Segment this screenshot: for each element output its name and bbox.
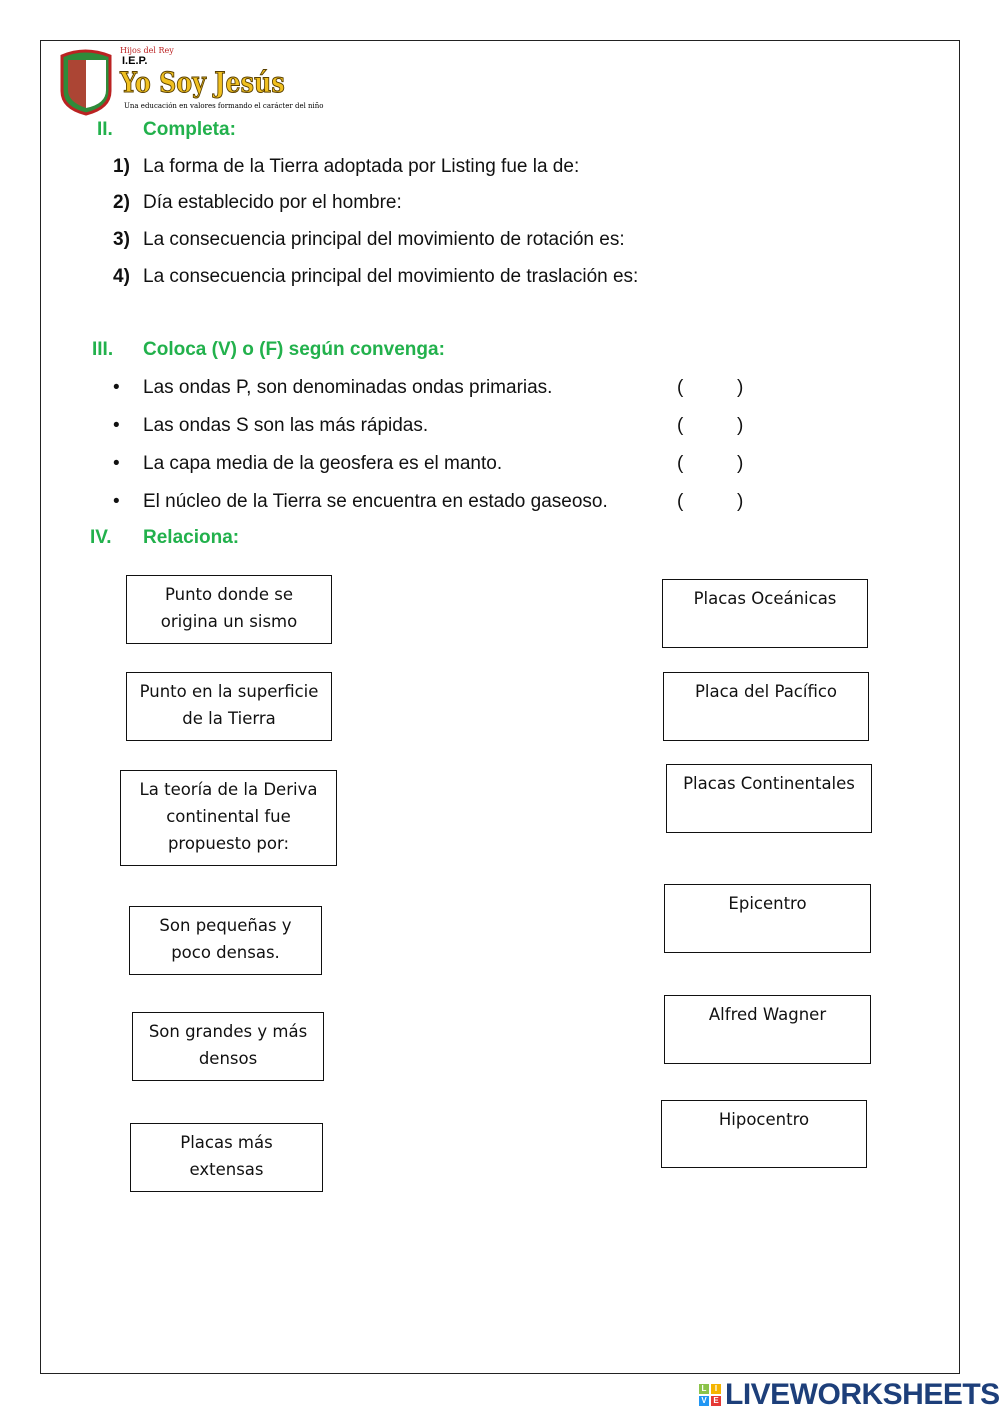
logo-iep: I.E.P. bbox=[122, 55, 148, 67]
question-text: La consecuencia principal del movimiento de traslación es: bbox=[143, 266, 639, 287]
statement-text: Las ondas S son las más rápidas. bbox=[143, 415, 429, 436]
question-number: 2) bbox=[113, 192, 130, 213]
answer-open-paren: ( bbox=[677, 377, 684, 398]
question-text: Día establecido por el hombre: bbox=[143, 192, 402, 213]
bullet: • bbox=[113, 453, 120, 474]
match-right-box[interactable]: Epicentro bbox=[664, 884, 871, 953]
shield-icon bbox=[58, 46, 114, 116]
school-logo bbox=[58, 46, 328, 116]
answer-close-paren: ) bbox=[737, 491, 744, 512]
question-number: 1) bbox=[113, 156, 130, 177]
question-number: 3) bbox=[113, 229, 130, 250]
answer-close-paren: ) bbox=[737, 415, 744, 436]
answer-open-paren: ( bbox=[677, 491, 684, 512]
section4-title: Relaciona: bbox=[143, 527, 240, 548]
match-right-box[interactable]: Alfred Wagner bbox=[664, 995, 871, 1064]
statement-text: Las ondas P, son denominadas ondas primarias. bbox=[143, 377, 553, 398]
answer-input[interactable] bbox=[700, 451, 734, 477]
answer-input[interactable] bbox=[700, 375, 734, 401]
logo-tagline: Una educación en valores formando el carácter del niño bbox=[124, 102, 324, 110]
icon-letter: L bbox=[699, 1384, 709, 1394]
section2-numeral: II. bbox=[97, 119, 113, 140]
liveworksheets-icon bbox=[698, 1383, 722, 1407]
answer-input[interactable] bbox=[700, 489, 734, 515]
icon-letter: E bbox=[711, 1396, 721, 1406]
section3-numeral: III. bbox=[92, 339, 114, 360]
match-left-box[interactable]: Son grandes y más densos bbox=[132, 1012, 324, 1081]
bullet: • bbox=[113, 377, 120, 398]
liveworksheets-brand: LIVEWORKSHEETS bbox=[725, 1378, 1000, 1411]
question-text: La forma de la Tierra adoptada por Listing fue la de: bbox=[143, 156, 580, 177]
answer-close-paren: ) bbox=[737, 453, 744, 474]
icon-letter: V bbox=[699, 1396, 709, 1406]
section3-title: Coloca (V) o (F) según convenga: bbox=[143, 339, 445, 360]
match-right-box[interactable]: Placas Continentales bbox=[666, 764, 872, 833]
match-left-box[interactable]: Punto en la superficie de la Tierra bbox=[126, 672, 332, 741]
statement-text: El núcleo de la Tierra se encuentra en estado gaseoso. bbox=[143, 491, 608, 512]
statement-text: La capa media de la geosfera es el manto. bbox=[143, 453, 503, 474]
match-right-box[interactable]: Placa del Pacífico bbox=[663, 672, 869, 741]
match-right-box[interactable]: Placas Oceánicas bbox=[662, 579, 868, 648]
bullet: • bbox=[113, 491, 120, 512]
section2-title: Completa: bbox=[143, 119, 236, 140]
match-right-box[interactable]: Hipocentro bbox=[661, 1100, 867, 1168]
icon-letter: I bbox=[711, 1384, 721, 1394]
match-left-box[interactable]: Placas más extensas bbox=[130, 1123, 323, 1192]
match-left-box[interactable]: La teoría de la Deriva continental fue propuesto por: bbox=[120, 770, 337, 866]
liveworksheets-logo bbox=[698, 1378, 1000, 1412]
question-text: La consecuencia principal del movimiento de rotación es: bbox=[143, 229, 625, 250]
answer-close-paren: ) bbox=[737, 377, 744, 398]
answer-open-paren: ( bbox=[677, 415, 684, 436]
logo-name: Yo Soy Jesús bbox=[120, 66, 285, 99]
match-left-box[interactable]: Punto donde se origina un sismo bbox=[126, 575, 332, 644]
question-number: 4) bbox=[113, 266, 130, 287]
match-left-box[interactable]: Son pequeñas y poco densas. bbox=[129, 906, 322, 975]
bullet: • bbox=[113, 415, 120, 436]
logo-subtitle: Hijos del Rey bbox=[120, 46, 174, 55]
section4-numeral: IV. bbox=[90, 527, 112, 548]
answer-open-paren: ( bbox=[677, 453, 684, 474]
answer-input[interactable] bbox=[700, 413, 734, 439]
